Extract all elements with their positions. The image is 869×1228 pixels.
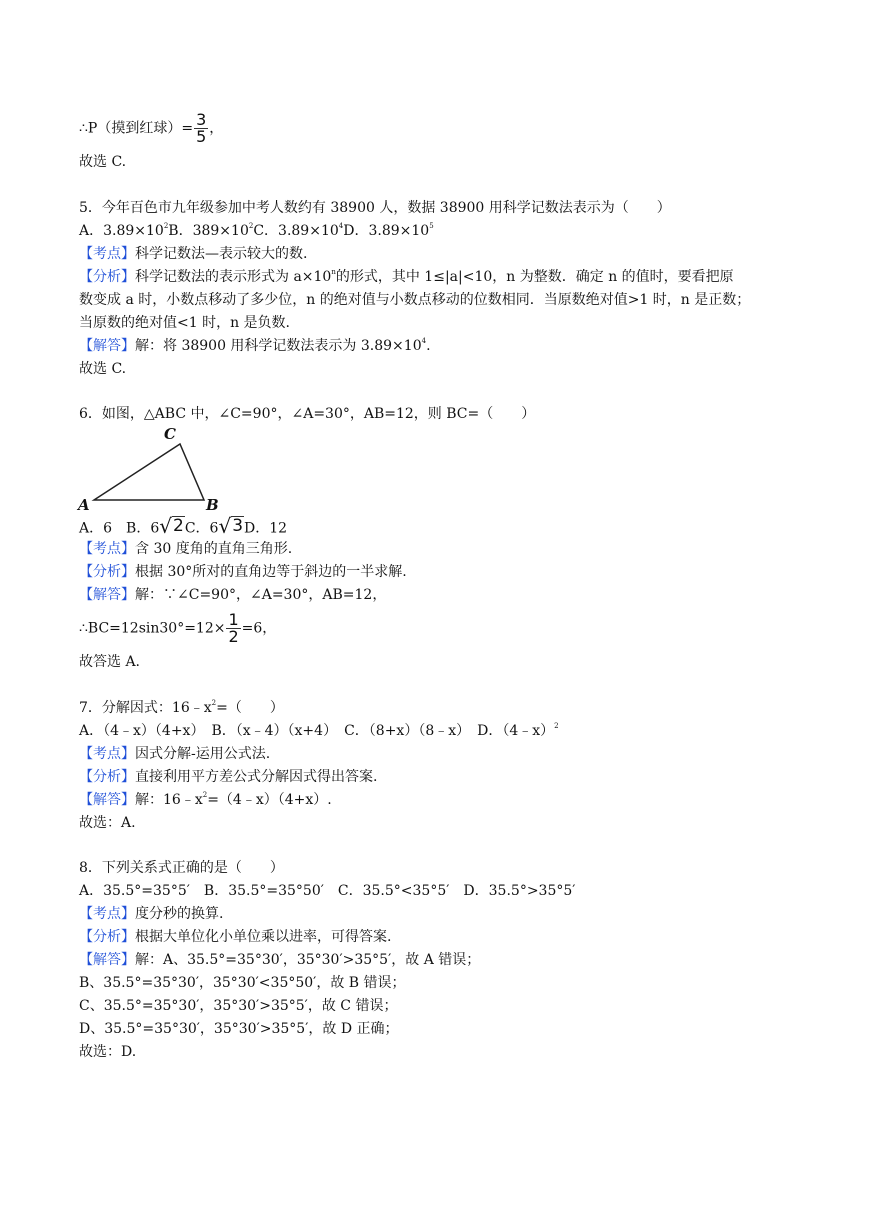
kaodian-tag: 【考点】 (79, 746, 135, 762)
q7-kaodian: 【考点】因式分解-运用公式法. (79, 746, 271, 762)
q8-answer: 故选：D. (79, 1044, 137, 1060)
q8-kaodian: 【考点】度分秒的换算. (79, 906, 224, 922)
sqrt-sign-icon: √ (159, 513, 172, 538)
fenxi-tag: 【分析】 (79, 929, 135, 945)
kaodian-tag: 【考点】 (79, 906, 135, 922)
q7-stem: 7．分解因式：$16﹣x^2=$（ ） (79, 699, 284, 716)
sqrt-two: √ 2 (159, 513, 184, 538)
fraction-three-fifths: $\frac{3}{5}$ (196, 110, 207, 146)
q8-fenxi: 【分析】根据大单位化小单位乘以进率，可得答案. (79, 929, 392, 945)
fenxi-tag: 【分析】 (79, 564, 135, 580)
vertex-label-c: C (164, 426, 176, 443)
q5-options: A．$3.89\times 10^2B$．$389\times 10^2C$．$3.89\times 10^4D$．$3.89\times 10^5$ (79, 222, 434, 239)
q5-fenxi-1: 【分析】科学记数法的表示形式为 $a\times 10^n$的形式，其中 1≤|a|<10，n 为整数．确定 n 的值时，要看把原 (79, 268, 734, 285)
q6-kaodian: 【考点】含 30 度角的直角三角形. (79, 541, 293, 557)
q5-kaodian: 【考点】科学记数法—表示较大的数. (79, 246, 308, 262)
q6-stem: 6．如图，△ABC 中，∠C=90°，∠A=30°，AB=12，则 BC=（ ） (79, 406, 536, 422)
q6-answer: 故答选 A. (79, 654, 141, 670)
q5-fenxi-2: 数变成 a 时，小数点移动了多少位，n 的绝对值与小数点移动的位数相同．当原数绝对值>1 时，n 是正数； (79, 292, 751, 308)
q6-fenxi: 【分析】根据 30°所对的直角边等于斜边的一半求解. (79, 564, 407, 580)
q8-line-b: B、35.5°=35°30′，35°30′<35°50′，故 B 错误； (79, 975, 406, 991)
q8-stem: 8．下列关系式正确的是（ ） (79, 860, 284, 876)
jieda-tag: 【解答】 (79, 792, 135, 808)
fenxi-tag: 【分析】 (79, 269, 135, 285)
kaodian-tag: 【考点】 (79, 541, 135, 557)
q5-answer: 故选 C. (79, 361, 127, 377)
q4-answer: 故选 C. (79, 154, 127, 170)
q6-options: A．6 B．6 √ 2 C．6 √ 3 D．12 (79, 513, 288, 538)
jieda-tag: 【解答】 (79, 338, 135, 354)
q6-jieda: 【解答】解：∵∠C=90°，∠A=30°，AB=12， (79, 587, 387, 603)
q4-probability-line: ∴P（摸到红球）= $\frac{3}{5}$ ， (79, 110, 224, 146)
q8-jieda: 【解答】解：A、35.5°=35°30′，35°30′>35°5′，故 A 错误； (79, 952, 481, 968)
sqrt-three: √ 3 (218, 513, 244, 538)
vertex-label-a: A (78, 496, 90, 512)
q8-line-d: D、35.5°=35°30′，35°30′>35°5′，故 D 正确； (79, 1021, 399, 1037)
triangle-shape (94, 444, 204, 500)
fenxi-tag: 【分析】 (79, 769, 135, 785)
q7-options: A．（4﹣x）（4+x） B．（x﹣4）（x+4） C．（8+x）（8﹣x） D．（4﹣x）$^2$ (79, 722, 559, 739)
kaodian-tag: 【考点】 (79, 246, 135, 262)
q6-calculation: ∴BC=12sin30°=12× $\frac{1}{2}$ =6， (79, 610, 277, 646)
sqrt-sign-icon: √ (218, 513, 232, 538)
q5-stem: 5．今年百色市九年级参加中考人数约有 38900 人，数据 38900 用科学记数法表示为（ ） (79, 200, 671, 216)
q7-jieda: 【解答】解：$16﹣x^2=(4﹣x)(4+x)$. (79, 791, 332, 808)
jieda-tag: 【解答】 (79, 587, 135, 603)
q8-options: A．35.5°=35°5′ B．35.5°=35°50′ C．35.5°<35°5′ D．35.5°>35°5′ (79, 883, 576, 899)
q8-line-c: C、35.5°=35°30′，35°30′>35°5′，故 C 错误； (79, 998, 398, 1014)
q7-fenxi: 【分析】直接利用平方差公式分解因式得出答案. (79, 769, 378, 785)
vertex-label-b: B (206, 496, 219, 512)
q5-fenxi-3: 当原数的绝对值<1 时，n 是负数. (79, 315, 291, 331)
q5-jieda: 【解答】解：将 38900 用科学记数法表示为 $3.89\times 10^4$. (79, 337, 431, 354)
q7-answer: 故选：A. (79, 815, 136, 831)
jieda-tag: 【解答】 (79, 952, 135, 968)
triangle-abc-figure (76, 426, 226, 512)
fraction-one-half: $\frac{1}{2}$ (228, 610, 239, 646)
